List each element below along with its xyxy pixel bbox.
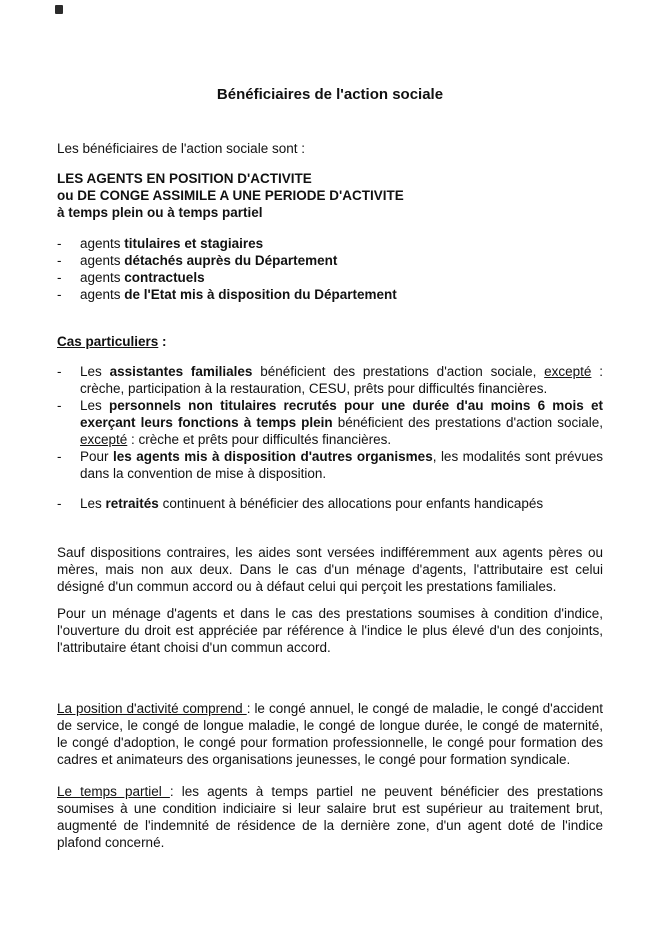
heading-line-2: ou DE CONGE ASSIMILE A UNE PERIODE D'ACTIVITE: [57, 188, 404, 203]
list-item-text: agents de l'Etat mis à disposition du Département: [80, 287, 397, 302]
list-item: [57, 286, 603, 303]
list-item: [57, 235, 603, 252]
paragraph-temps-partiel: Le temps partiel : les agents à temps partiel ne peuvent bénéficier des prestations soumises à une condition indiciaire si leur salaire brut est supérieur au traitement brut, augmenté de l'indemnité de résidence de la dernière zone, d'un agent doté de l'indice plafond concerné.: [57, 784, 603, 850]
heading-block: [57, 170, 603, 221]
scan-artifact: [55, 5, 63, 14]
agent-list: [57, 235, 603, 303]
heading-line-1: LES AGENTS EN POSITION D'ACTIVITE: [57, 171, 312, 186]
intro-paragraph: Les bénéficiaires de l'action sociale sont :: [57, 141, 305, 156]
list-item: [57, 495, 603, 512]
list-item: [57, 448, 603, 482]
cas-particuliers-heading: Cas particuliers :: [57, 334, 167, 349]
list-dash: -: [57, 496, 62, 511]
paragraph-position-activite: La position d'activité comprend : le congé annuel, le congé de maladie, le congé d'accident de service, le congé de longue maladie, le congé de longue durée, le congé de maternité, le congé d'adoption, le congé pour formation professionnelle, le congé pour formation des cadres et animateurs des organisations jeunesses, le congé pour formation syndicale.: [57, 701, 604, 767]
list-item-text: agents détachés auprès du Département: [80, 253, 338, 268]
paragraph-menage-indice: Pour un ménage d'agents et dans le cas des prestations soumises à condition d'indice, l'ouverture du droit est appréciée par référence à l'indice le plus élevé d'un des conjoints, l'attributaire étant choisi d'un commun accord.: [57, 606, 603, 655]
page-title: Bénéficiaires de l'action sociale: [216, 86, 444, 103]
list-dash: -: [57, 364, 62, 379]
list-item-text: Les retraités continuent à bénéficier des allocations pour enfants handicapés: [80, 496, 544, 511]
cas-particuliers-list: [57, 363, 603, 482]
list-item: [57, 252, 603, 269]
list-item: [57, 397, 603, 448]
list-item: [57, 269, 603, 286]
list-item: [57, 363, 603, 397]
list-dash: -: [57, 253, 62, 268]
heading-line-3: à temps plein ou à temps partiel: [57, 205, 263, 220]
list-dash: -: [57, 398, 62, 413]
list-dash: -: [57, 287, 62, 302]
paragraph-sauf-dispositions: Sauf dispositions contraires, les aides sont versées indifféremment aux agents pères ou mères, mais non aux deux. Dans le cas d'un ménage d'agents, l'attributaire est celui désigné d'un commun accord ou à défaut celui qui perçoit les prestations familiales.: [57, 545, 603, 594]
list-dash: -: [57, 236, 62, 251]
list-dash: -: [57, 449, 62, 464]
list-dash: -: [57, 270, 62, 285]
list-item-text: Les personnels non titulaires recrutés pour une durée d'au moins 6 mois et exerçant leurs fonctions à temps plein bénéficient des prestations d'action sociale, excepté : crèche et prêts pour difficultés financières.: [80, 398, 603, 447]
retraites-list: [57, 495, 603, 512]
list-item-text: Les assistantes familiales bénéficient des prestations d'action sociale, excepté : crèche, participation à la restauration, CESU, prêts pour difficultés financières.: [80, 364, 603, 396]
list-item-text: Pour les agents mis à disposition d'autres organismes, les modalités sont prévues dans la convention de mise à disposition.: [80, 449, 603, 481]
list-item-text: agents contractuels: [80, 270, 205, 285]
list-item-text: agents titulaires et stagiaires: [80, 236, 264, 251]
